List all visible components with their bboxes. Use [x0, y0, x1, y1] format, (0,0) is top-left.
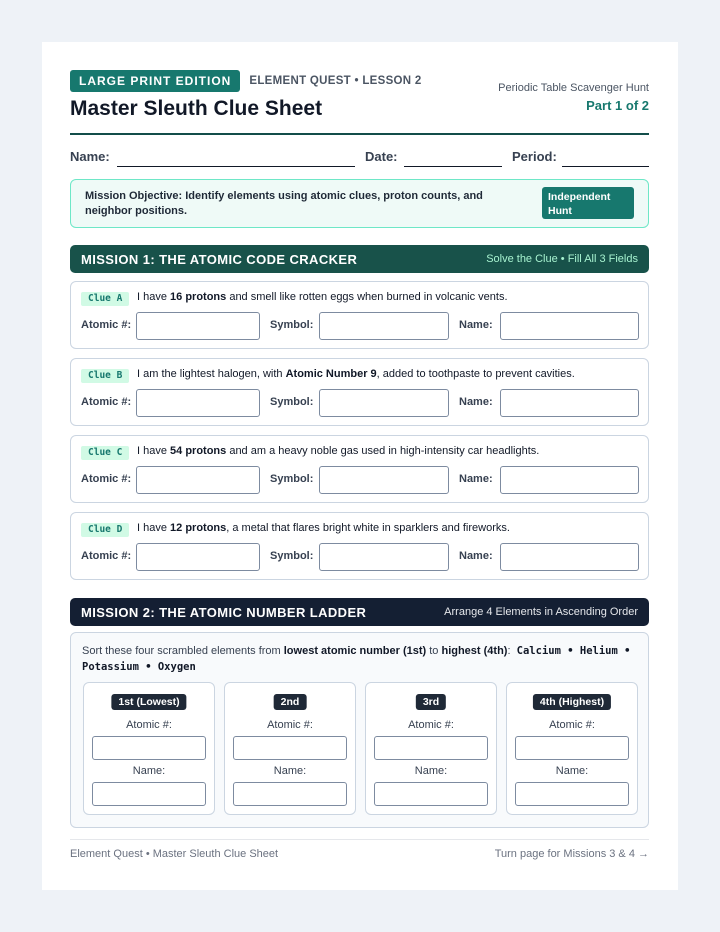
footer-right: Turn page for Missions 3 & 4 →	[494, 848, 649, 860]
atomic-input[interactable]	[136, 312, 260, 340]
slot-name-input[interactable]	[374, 782, 488, 806]
slot-rank: 2nd	[274, 694, 307, 710]
atomic-label: Atomic #:	[81, 319, 132, 331]
symbol-label: Symbol:	[270, 319, 314, 331]
symbol-label: Symbol:	[270, 396, 314, 408]
symbol-label: Symbol:	[270, 550, 314, 562]
slot-atomic-input[interactable]	[233, 736, 347, 760]
clue-text: I have 12 protons, a metal that flares bright white in sparklers and fireworks.	[137, 522, 510, 534]
date-label: Date:	[365, 149, 398, 164]
name-label: Name:	[459, 473, 493, 485]
symbol-input[interactable]	[319, 466, 449, 494]
ladder-slot	[506, 682, 638, 815]
name-label: Name:	[459, 319, 493, 331]
slot-name-input[interactable]	[92, 782, 206, 806]
name-label: Name:	[459, 550, 493, 562]
slot-atomic-label: Atomic #:	[408, 719, 454, 731]
slot-atomic-label: Atomic #:	[549, 719, 595, 731]
mission1-title: MISSION 1: THE ATOMIC CODE CRACKER	[81, 252, 358, 267]
slot-name-label: Name:	[132, 765, 166, 777]
name-input[interactable]	[500, 466, 639, 494]
student-fields	[70, 149, 649, 169]
mission1-subtitle: Solve the Clue • Fill All 3 Fields	[486, 253, 638, 265]
objective-text: Mission Objective: Identify elements using atomic clues, proton counts, and neighbor positions.	[85, 190, 483, 217]
period-label: Period:	[512, 149, 557, 164]
name-input[interactable]	[500, 543, 639, 571]
name-label: Name:	[459, 396, 493, 408]
symbol-input[interactable]	[319, 312, 449, 340]
header-divider	[70, 133, 649, 135]
atomic-input[interactable]	[136, 543, 260, 571]
symbol-input[interactable]	[319, 543, 449, 571]
mission2-subtitle: Arrange 4 Elements in Ascending Order	[444, 606, 638, 618]
mission1-header	[70, 245, 649, 273]
slot-name-input[interactable]	[515, 782, 629, 806]
clue-text: I have 16 protons and smell like rotten eggs when burned in volcanic vents.	[137, 291, 508, 303]
clue-card	[70, 358, 649, 426]
clue-card	[70, 512, 649, 580]
clue-card	[70, 435, 649, 503]
symbol-input[interactable]	[319, 389, 449, 417]
atomic-label: Atomic #:	[81, 396, 132, 408]
clue-tag: Clue B	[81, 369, 129, 383]
clue-tag: Clue D	[81, 523, 129, 537]
element-list: Calcium • Helium • Potassium • Oxygen	[82, 645, 631, 673]
mission2-title: MISSION 2: THE ATOMIC NUMBER LADDER	[81, 605, 367, 620]
atomic-input[interactable]	[136, 389, 260, 417]
worksheet-page	[42, 42, 678, 890]
atomic-input[interactable]	[136, 466, 260, 494]
slot-atomic-input[interactable]	[374, 736, 488, 760]
symbol-label: Symbol:	[270, 473, 314, 485]
lesson-kicker: ELEMENT QUEST • LESSON 2	[249, 75, 422, 87]
clue-tag: Clue A	[81, 292, 129, 306]
slot-name-label: Name:	[555, 765, 589, 777]
slot-rank: 4th (Highest)	[533, 694, 611, 710]
footer-left: Element Quest • Master Sleuth Clue Sheet	[70, 848, 279, 860]
clue-tag: Clue C	[81, 446, 129, 460]
date-field[interactable]	[404, 166, 502, 167]
slot-atomic-input[interactable]	[515, 736, 629, 760]
objective-tag: Independent Hunt	[542, 187, 634, 219]
hunt-title: Periodic Table Scavenger Hunt	[498, 82, 649, 94]
name-field[interactable]	[117, 166, 355, 167]
footer-divider	[70, 839, 649, 840]
clue-text: I have 54 protons and am a heavy noble gas used in high-intensity car headlights.	[137, 445, 540, 457]
ladder-slot	[224, 682, 356, 815]
slot-rank: 1st (Lowest)	[111, 694, 186, 710]
slot-atomic-label: Atomic #:	[126, 719, 172, 731]
ladder-panel	[70, 632, 649, 828]
part-indicator: Part 1 of 2	[586, 98, 649, 113]
slot-name-label: Name:	[414, 765, 448, 777]
header-top	[70, 70, 422, 92]
clue-text: I am the lightest halogen, with Atomic Number 9, added to toothpaste to prevent cavities.	[137, 368, 575, 380]
name-input[interactable]	[500, 389, 639, 417]
mission-objective	[70, 179, 649, 228]
clue-card	[70, 281, 649, 349]
mission2-header	[70, 598, 649, 626]
ladder-slot	[365, 682, 497, 815]
atomic-label: Atomic #:	[81, 473, 132, 485]
slot-rank: 3rd	[416, 694, 446, 710]
slot-name-label: Name:	[273, 765, 307, 777]
ladder-instructions: Sort these four scrambled elements from lowest atomic number (1st) to highest (4th): Calcium • Helium • Potassium • Oxygen	[82, 645, 631, 673]
name-label: Name:	[70, 149, 110, 164]
slot-atomic-label: Atomic #:	[267, 719, 313, 731]
name-input[interactable]	[500, 312, 639, 340]
slot-atomic-input[interactable]	[92, 736, 206, 760]
ladder-slot	[83, 682, 215, 815]
page-title: Master Sleuth Clue Sheet	[70, 97, 323, 120]
header-right	[498, 82, 649, 113]
edition-badge: LARGE PRINT EDITION	[70, 70, 240, 92]
period-field[interactable]	[562, 166, 649, 167]
slot-name-input[interactable]	[233, 782, 347, 806]
atomic-label: Atomic #:	[81, 550, 132, 562]
